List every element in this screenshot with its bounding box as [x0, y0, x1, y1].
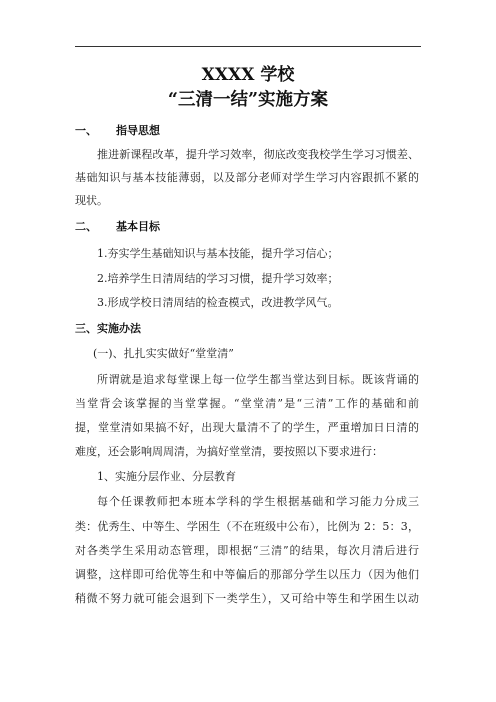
section-2-number: 二、: [75, 220, 97, 233]
school-title: XXXX 学校: [201, 65, 295, 85]
goal-item: 2.培养学生日清周结的学习习惯，提升学习效率；: [97, 272, 339, 285]
section-1-title: 指导思想: [116, 124, 160, 137]
section-3-para-line: 所谓就是追求每堂课上每一位学生都当堂达到目标。既该背诵的: [97, 373, 419, 386]
section-3-para-line: 难度，还会影响周周清，为搞好堂堂清，要按照以下要求进行：: [75, 445, 383, 458]
section-3-para-line: 每个任课教师把本班本学科的学生根据基础和学习能力分成三: [97, 495, 419, 508]
section-3-heading: 三、实施办法: [75, 322, 141, 335]
section-3-para-line: 提，堂堂清如果搞不好，出现大量清不了的学生，严重增加日日清的: [75, 421, 419, 434]
goal-item: 1.夯实学生基础知识与基本技能，提升学习信心；: [97, 247, 339, 260]
section-3-para-line: 对各类学生采用动态管理，即根据“三清”的结果，每次月清后进行: [75, 544, 419, 557]
goal-item: 3.形成学校日清周结的检查模式，改进教学风气。: [97, 296, 339, 309]
section-3-para-line: 当堂背会该掌握的当堂掌握。“堂堂清”是“三清”工作的基础和前: [75, 397, 419, 410]
subsection-1-heading: (一)、扎扎实实做好“堂堂清”: [93, 347, 234, 360]
section-3-para-line: 稍微不努力就可能会退到下一类学生），又可给中等生和学困生以动: [75, 592, 419, 605]
section-3-para-line: 类：优秀生、中等生、学困生（不在班级中公布），比例为 2：5：3，: [75, 520, 419, 533]
plan-title: “三清一结”实施方案: [167, 90, 329, 110]
section-1-para-line: 推进新课程改革，提升学习效率，彻底改变我校学生学习习惯差、: [97, 148, 419, 161]
subsection-2-heading: 1、实施分层作业、分层教育: [97, 470, 236, 483]
section-1-para-line: 基础知识与基本技能薄弱，以及部分老师对学生学习内容跟抓不紧的: [75, 171, 419, 184]
section-1-heading: [75, 124, 160, 138]
header-rule: [75, 46, 421, 47]
section-1-number: 一、: [75, 124, 97, 137]
section-1-para-line: 现状。: [75, 194, 108, 207]
section-3-para-line: 调整，这样即可给优等生和中等偏后的那部分学生以压力（因为他们: [75, 568, 419, 581]
section-2-title: 基本目标: [116, 220, 160, 233]
section-2-heading: [75, 220, 160, 234]
